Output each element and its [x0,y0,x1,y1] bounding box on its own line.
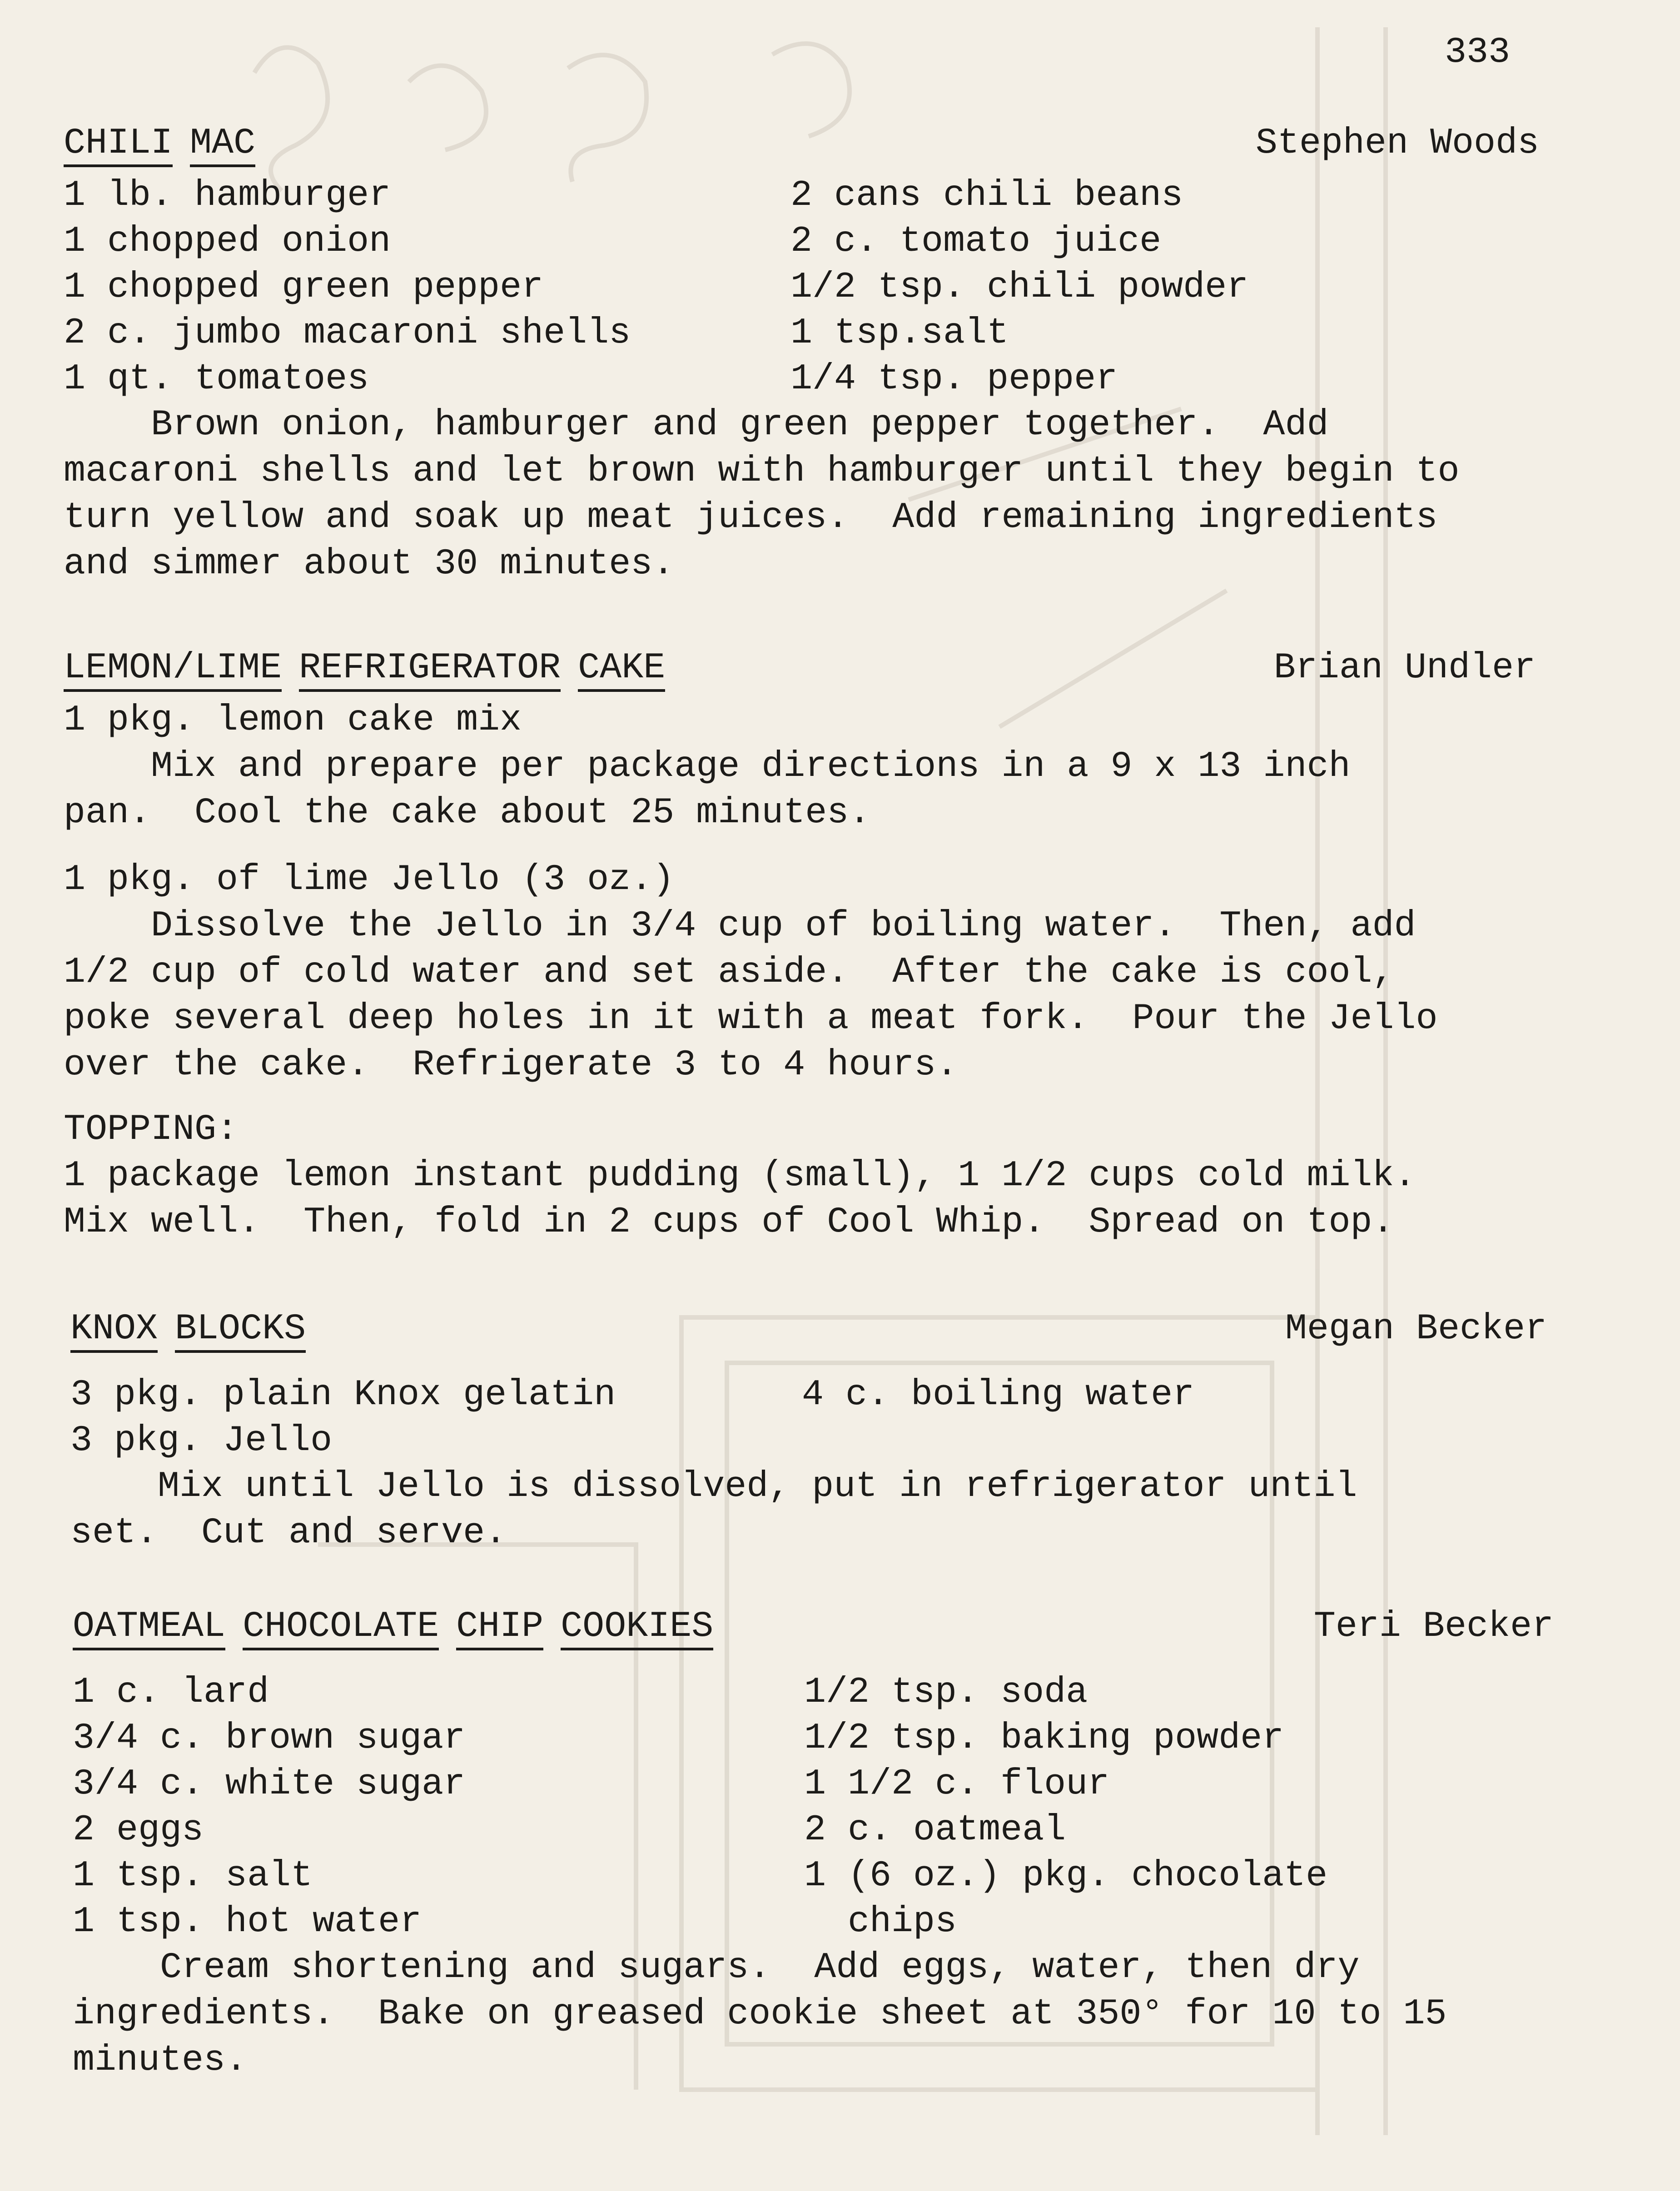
recipe-title [64,647,682,692]
recipe-author: Stephen Woods [1255,123,1539,164]
title-word: CHIP [456,1608,543,1650]
ingredient-item: 1 c. lard [73,1672,269,1713]
ingredient-item: 1/2 tsp. chili powder [790,267,1249,308]
ingredient-item: 1 tsp. salt [73,1855,313,1897]
recipe-header [64,123,1539,173]
ingredient-item: 1 tsp.salt [790,313,1009,354]
ingredient-column-right [804,1669,1327,1945]
ingredient-item: 1 1/2 c. flour [804,1764,1110,1805]
title-word: CAKE [578,649,665,692]
directions-line: 1 package lemon instant pudding (small), 1 1/2 cups cold milk. [64,1155,1416,1197]
ingredient-column-left [70,1372,616,1464]
ingredient-item: 1 chopped onion [64,221,391,262]
ingredient-item: 1/2 tsp. soda [804,1672,1088,1713]
directions-line: set. Cut and serve. [70,1512,507,1554]
ingredient-item: 2 cans chili beans [790,175,1183,216]
directions-line: 1/2 cup of cold water and set aside. After the cake is cool, [64,952,1394,993]
recipe-author: Teri Becker [1313,1606,1554,1647]
recipe-oatmeal-chocolate-chip-cookies [73,1606,1554,2084]
directions-line: macaroni shells and let brown with hamburger until they begin to [64,451,1460,492]
recipe-title [70,1308,323,1353]
recipe-directions [64,903,1531,1088]
ingredient-list [73,1669,1540,1945]
directions-line: Mix until Jello is dissolved, put in refrigerator until [70,1466,1357,1507]
directions-line: Dissolve the Jello in 3/4 cup of boiling water. Then, add [64,905,1416,947]
ingredient-item: 3 pkg. plain Knox gelatin [70,1374,616,1416]
topping-directions [64,1153,1531,1246]
directions-line: poke several deep holes in it with a meat fork. Pour the Jello [64,998,1438,1039]
directions-line: ingredients. Bake on greased cookie sheet at 350° for 10 to 15 [73,1993,1447,2035]
title-word: CHOCOLATE [243,1608,439,1650]
ingredient-line: 1 pkg. of lime Jello (3 oz.) [64,859,675,900]
ingredient-item: 2 c. oatmeal [804,1809,1066,1851]
recipe-author: Brian Undler [1273,647,1536,689]
recipe-header [73,1606,1554,1656]
directions-line: minutes. [73,2040,248,2081]
recipe-author: Megan Becker [1285,1308,1547,1350]
recipe-lemon-lime-refrigerator-cake [64,647,1536,1246]
recipe-directions [64,744,1531,836]
ingredient-item: 1 (6 oz.) pkg. chocolate [804,1855,1328,1897]
recipe-chili-mac [64,123,1539,587]
ingredient-item: chips [804,1901,957,1943]
title-word: COOKIES [561,1608,713,1650]
directions-line: over the cake. Refrigerate 3 to 4 hours. [64,1044,958,1086]
recipe-directions [70,1464,1538,1556]
recipe-header [70,1308,1547,1358]
ingredient-column-left [64,173,631,402]
ingredient-column-right [802,1372,1194,1418]
recipe-title [73,1606,731,1650]
ingredient-list [70,1372,1538,1464]
directions-line: Mix and prepare per package directions in a 9 x 13 inch [64,746,1351,787]
topping-label: TOPPING: [64,1109,239,1150]
ingredient-item: 3/4 c. brown sugar [73,1718,466,1759]
ingredient-item: 1 qt. tomatoes [64,358,369,400]
title-word: OATMEAL [73,1608,225,1650]
directions-line: Brown onion, hamburger and green pepper together. Add [64,404,1329,446]
recipe-header [64,647,1536,697]
ingredient-column-right [790,173,1248,402]
ingredient-column-left [73,1669,465,1945]
ingredient-item: 1 tsp. hot water [73,1901,422,1943]
ingredient-item: 1/2 tsp. baking powder [804,1718,1284,1759]
ingredient-item: 1 chopped green pepper [64,267,544,308]
directions-line: Mix well. Then, fold in 2 cups of Cool Whip. Spread on top. [64,1202,1394,1243]
recipe-directions [73,1945,1540,2084]
ingredient-item: 1 lb. hamburger [64,175,391,216]
recipe-title [64,123,273,167]
title-word: KNOX [70,1310,158,1353]
recipe-directions [64,402,1531,587]
directions-line: and simmer about 30 minutes. [64,543,675,585]
title-word: REFRIGERATOR [299,649,561,692]
title-word: BLOCKS [175,1310,306,1353]
ingredient-line: 1 pkg. lemon cake mix [64,700,522,741]
title-word: CHILI [64,124,173,167]
ingredient-item: 3/4 c. white sugar [73,1764,466,1805]
ingredient-list [64,173,1531,402]
ingredient-item: 1/4 tsp. pepper [790,358,1118,400]
ingredient-item: 2 c. tomato juice [790,221,1162,262]
directions-line: Cream shortening and sugars. Add eggs, water, then dry [73,1947,1360,1988]
title-word: LEMON/LIME [64,649,282,692]
title-word: MAC [190,124,255,167]
recipe-knox-blocks [70,1308,1547,1556]
ingredient-item: 2 eggs [73,1809,204,1851]
ingredient-item: 2 c. jumbo macaroni shells [64,313,631,354]
ingredient-item: 3 pkg. Jello [70,1420,333,1461]
directions-line: pan. Cool the cake about 25 minutes. [64,792,871,834]
directions-line: turn yellow and soak up meat juices. Add remaining ingredients [64,497,1438,538]
page-number: 333 [1445,32,1511,73]
ingredient-item: 4 c. boiling water [802,1374,1195,1416]
